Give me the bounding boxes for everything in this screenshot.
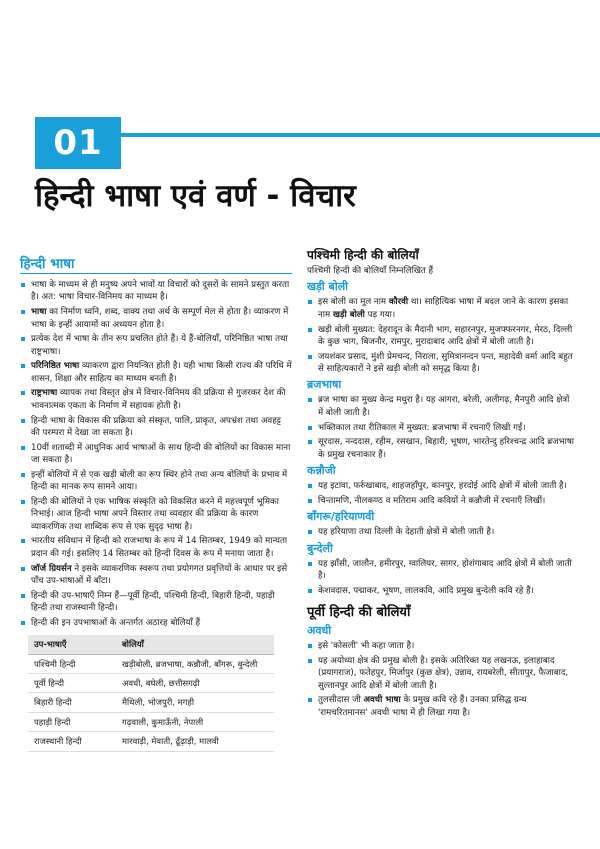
table-cell: गढ़वाली, कुमाऊँनी, नेपाली [116, 712, 274, 731]
table-cell: मारवाड़ी, मेवाती, ढूँढ़ाड़ी, मालवी [116, 732, 274, 751]
table-row [28, 654, 274, 673]
chapter-number-badge: 01 [35, 117, 121, 169]
item-text: इसे 'कोसली' भी कहा जाता है। [318, 641, 415, 652]
list-item [20, 590, 292, 615]
bold-term: कौरवी [388, 297, 409, 308]
list-item [307, 585, 577, 597]
item-text: ब्रज भाषा का मुख्य केन्द्र मथुरा है। यह आगरा, बरेली, अलीगढ़, मैनपुरी आदि क्षेत्रों में बोली जाती है। [318, 395, 570, 418]
list-item [20, 563, 292, 588]
list-item [20, 279, 292, 304]
bundeli-list [307, 558, 577, 598]
table-row [28, 732, 274, 751]
table-header-cell: उप-भाषाएँ [28, 635, 116, 654]
list-item [20, 387, 292, 412]
item-text: का निर्माण ध्वनि, शब्द, वाक्य तथा अर्थ के सम्पूर्ण मेल से होता है। व्याकरण में भाषा के इन्हीं आयामों का अध्ययन होता है। [31, 307, 289, 330]
list-item [307, 655, 577, 692]
awadhi-heading: अवधी [307, 624, 332, 638]
table-cell: अवधी, बघेली, छत्तीसगढ़ी [116, 673, 274, 692]
awadhi-list [307, 640, 577, 719]
item-text: भक्तिकाल तथा रीतिकाल में मुख्यत: ब्रजभाषा में रचनाएँ लिखी गईं। [318, 422, 526, 433]
list-item [20, 306, 292, 331]
item-text: भाषा के माध्यम से ही मनुष्य अपने भावों या विचारों को दूसरों के सामने प्रस्तुत करता है। अत: भाषा विचार-विनिमय का माध्यम है। [31, 280, 290, 303]
item-text: जयशंकर प्रसाद, मुंशी प्रेमचन्द, निराला, सुमित्रानन्दन पन्त, महादेवी वर्मा आदि बहुत से साहित्यकारों ने इसे खड़ी बोली को समृद्ध किया है। [318, 351, 573, 375]
bold-term: राष्ट्रभाषा [31, 388, 58, 399]
list-item [307, 526, 577, 538]
item-text: हिन्दी की इन उपभाषाओं के अन्तर्गत अठारह बोलियाँ हैं [31, 617, 201, 628]
item-text: यह हरियाणा तथा दिल्ली के देहाती क्षेत्रों में बोली जाती है। [318, 527, 495, 538]
chapter-rule [121, 133, 600, 137]
item-text: हिन्दी भाषा के विकास की प्रक्रिया को संस्कृत, पालि, प्राकृत, अपभ्रंश तथा अवहट्ट की परम्परा में देखा जा सकता है। [31, 415, 281, 438]
item-text: 10वीं शताब्दी में आधुनिक आर्य भाषाओं के साथ हिन्दी की बोलियों का विकास माना जा सकता है। [31, 442, 291, 466]
kannauji-heading: कन्नौजी [307, 464, 336, 478]
list-item [307, 480, 577, 492]
list-item [20, 469, 292, 494]
table-cell: राजस्थानी हिन्दी [28, 732, 116, 751]
bangru-list [307, 526, 577, 538]
bangru-heading: बाँगरू/हरियाणवी [307, 510, 375, 524]
eastern-hindi-heading: पूर्वी हिन्दी की बोलियाँ [307, 605, 411, 621]
bold-term: खड़ी बोली [332, 309, 365, 320]
list-item [20, 415, 292, 440]
list-item [307, 436, 577, 461]
list-item [307, 351, 577, 376]
left-column [20, 256, 292, 752]
item-text: हिन्दी की उप-भाषाएँ निम्न हैं—पूर्वी हिन्दी, पश्चिमी हिन्दी, बिहारी हिन्दी, पहाड़ी हिन्दी तथा राजस्थानी हिन्दी। [31, 590, 275, 614]
brajbhasha-heading: ब्रजभाषा [307, 378, 342, 392]
list-item [307, 558, 577, 583]
table-cell: पश्चिमी हिन्दी [28, 654, 116, 673]
list-item [20, 333, 292, 358]
item-text: प्रत्येक देश में भाषा के तीन रूप प्रचलित होते हैं। ये हैं-बोलियाँ, परिनिष्ठित भाषा तथा राष्ट्रभाषा। [31, 334, 288, 357]
table-row [28, 693, 274, 712]
bold-term: अवधी भाषा [363, 695, 401, 706]
hindi-bhasha-list [20, 279, 292, 629]
item-text: पड़ गया। [364, 309, 396, 320]
item-text: इन्हीं बोलियों में से एक खड़ी बोली का रूप स्थिर होने तथा अन्य बोलियों के प्रभाव में हिन्दी का मानक रूप सामने आया। [31, 469, 288, 493]
bold-term: भाषा [31, 307, 47, 318]
list-item [307, 640, 577, 652]
list-item [20, 617, 292, 629]
list-item [20, 442, 292, 467]
item-text: तुलसीदास जी [318, 695, 364, 706]
table-cell: पहाड़ी हिन्दी [28, 712, 116, 731]
list-item [307, 694, 577, 719]
western-hindi-intro: पश्चिमी हिन्दी की बोलियाँ निम्नलिखित हैं [307, 266, 434, 276]
item-text: चिन्तामणि, नीलकण्ठ व मतिराम आदि कवियों ने कन्नौजी में रचनाएँ लिखीं। [318, 495, 546, 506]
item-text: केशवदास, पद्माकर, भूषण, लालकवि, आदि प्रमुख बुन्देली कवि रहे हैं। [318, 585, 534, 596]
khadi-boli-heading: खड़ी बोली [307, 280, 348, 294]
item-text: सूरदास, नन्ददास, रहीम, रसखान, बिहारी, भूषण, भारतेन्दु हरिश्चन्द्र आदि ब्रजभाषा के प्रमुख रचनाकार हैं। [318, 437, 575, 460]
table-header-row [28, 635, 274, 654]
table-cell: बिहारी हिन्दी [28, 693, 116, 712]
item-text: खड़ी बोली मुख्यत: देहरादून के मैदानी भाग, सहारनपुर, मुजफ्फरनगर, मेरठ, दिल्ली के कुछ भाग, बिजनौर, रामपुर, मुरादाबाद आदि क्षेत्रों में बोली जाती है। [318, 324, 573, 347]
item-text: भारतीय संविधान में हिन्दी को राजभाषा के रूप में 14 सितम्बर, 1949 को मान्यता प्रदान की गई। इसलिए 14 सितम्बर को हिन्दी दिवस के रूप में मनाया जाता है। [31, 536, 288, 559]
kannauji-list [307, 480, 577, 507]
list-item [307, 394, 577, 419]
item-text: के प्रमुख कवि रहे हैं। उनका प्रसिद्ध ग्रन्थ 'रामचरितमानस' अवधी भाषा में ही लिखा गया है। [318, 695, 527, 718]
table-header-cell: बोलियाँ [116, 635, 274, 654]
list-item [20, 496, 292, 533]
list-item [20, 360, 292, 385]
table-row [28, 673, 274, 692]
section-heading-hindi-bhasha: हिन्दी भाषा [20, 256, 292, 274]
item-text: ने इसके व्याकरणिक स्वरूप तथा प्रयोगगत प्रवृत्तियों के आधार पर इसे पाँच उप-भाषाओं में बाँटा। [31, 563, 288, 586]
item-text: इस बोली का मूल नाम [318, 297, 389, 308]
right-column [307, 248, 577, 721]
item-text: यह झाँसी, जालौन, हमीरपुर, ग्वालियर, सागर, होशंगाबाद आदि क्षेत्रों में बोली जाती है। [318, 558, 572, 581]
table-cell: पूर्वी हिन्दी [28, 673, 116, 692]
item-text: यह इटावा, फर्रुखाबाद, शाहजहाँपुर, कानपुर, हरदोई आदि क्षेत्रों में बोली जाती है। [318, 481, 567, 492]
item-text: व्याकरण द्वारा नियन्त्रित होती है। यही भाषा किसी राज्य की परिधि में शासन, शिक्षा और साहित्य का माध्यम बनती है। [31, 361, 292, 384]
bundeli-heading: बुन्देली [307, 541, 333, 555]
item-text: था। साहित्यिक भाषा में बदल जाने के कारण इसका नाम [318, 297, 569, 320]
item-text: व्यापक तथा विस्तृत क्षेत्र में विचार-विनिमय की प्रक्रिया से गुजरकर देश की भावनात्मक एकता के निर्माण में सहायक होती है। [31, 388, 286, 411]
list-item [307, 324, 577, 349]
item-text: हिन्दी की बोलियों ने एक भाषिक संस्कृति को विकसित करने में महत्त्वपूर्ण भूमिका निभाई। आज हिन्दी भाषा अपने विस्तार तथा व्यवहार की प्रक्रिया के कारण व्याकरणिक तथा शाब्दिक रूप से एक सुदृढ़ भाषा है। [31, 496, 279, 532]
brajbhasha-list [307, 394, 577, 461]
list-item [307, 495, 577, 507]
bold-term: जॉर्ज ग्रियर्सन [31, 563, 72, 574]
item-text: यह अयोध्या क्षेत्र की प्रमुख बोली है। इसके अतिरिक्त यह लखनऊ, इलाहाबाद (प्रयागराज), फतेहपुर, मिर्जापुर (कुछ क्षेत्र), उन्नाव, रायबरेली, सीतापुर, फैजाबाद, सुल्तानपुर आदि क्षेत्रों में बोली जाती है। [318, 655, 569, 691]
list-item [307, 422, 577, 434]
bold-term: परिनिष्ठित भाषा [31, 361, 80, 372]
khadi-boli-list [307, 296, 577, 375]
list-item [20, 535, 292, 560]
chapter-title: हिन्दी भाषा एवं वर्ण - विचार [35, 178, 356, 214]
sub-languages-table [28, 635, 274, 751]
table-cell: खड़ीबोली, ब्रजभाषा, कन्नौजी, बाँगरू, बुन्देली [116, 654, 274, 673]
table-cell: मैथिली, भोजपुरी, मगही [116, 693, 274, 712]
list-item [307, 296, 577, 321]
table-row [28, 712, 274, 731]
western-hindi-heading: पश्चिमी हिन्दी की बोलियाँ [307, 248, 419, 262]
